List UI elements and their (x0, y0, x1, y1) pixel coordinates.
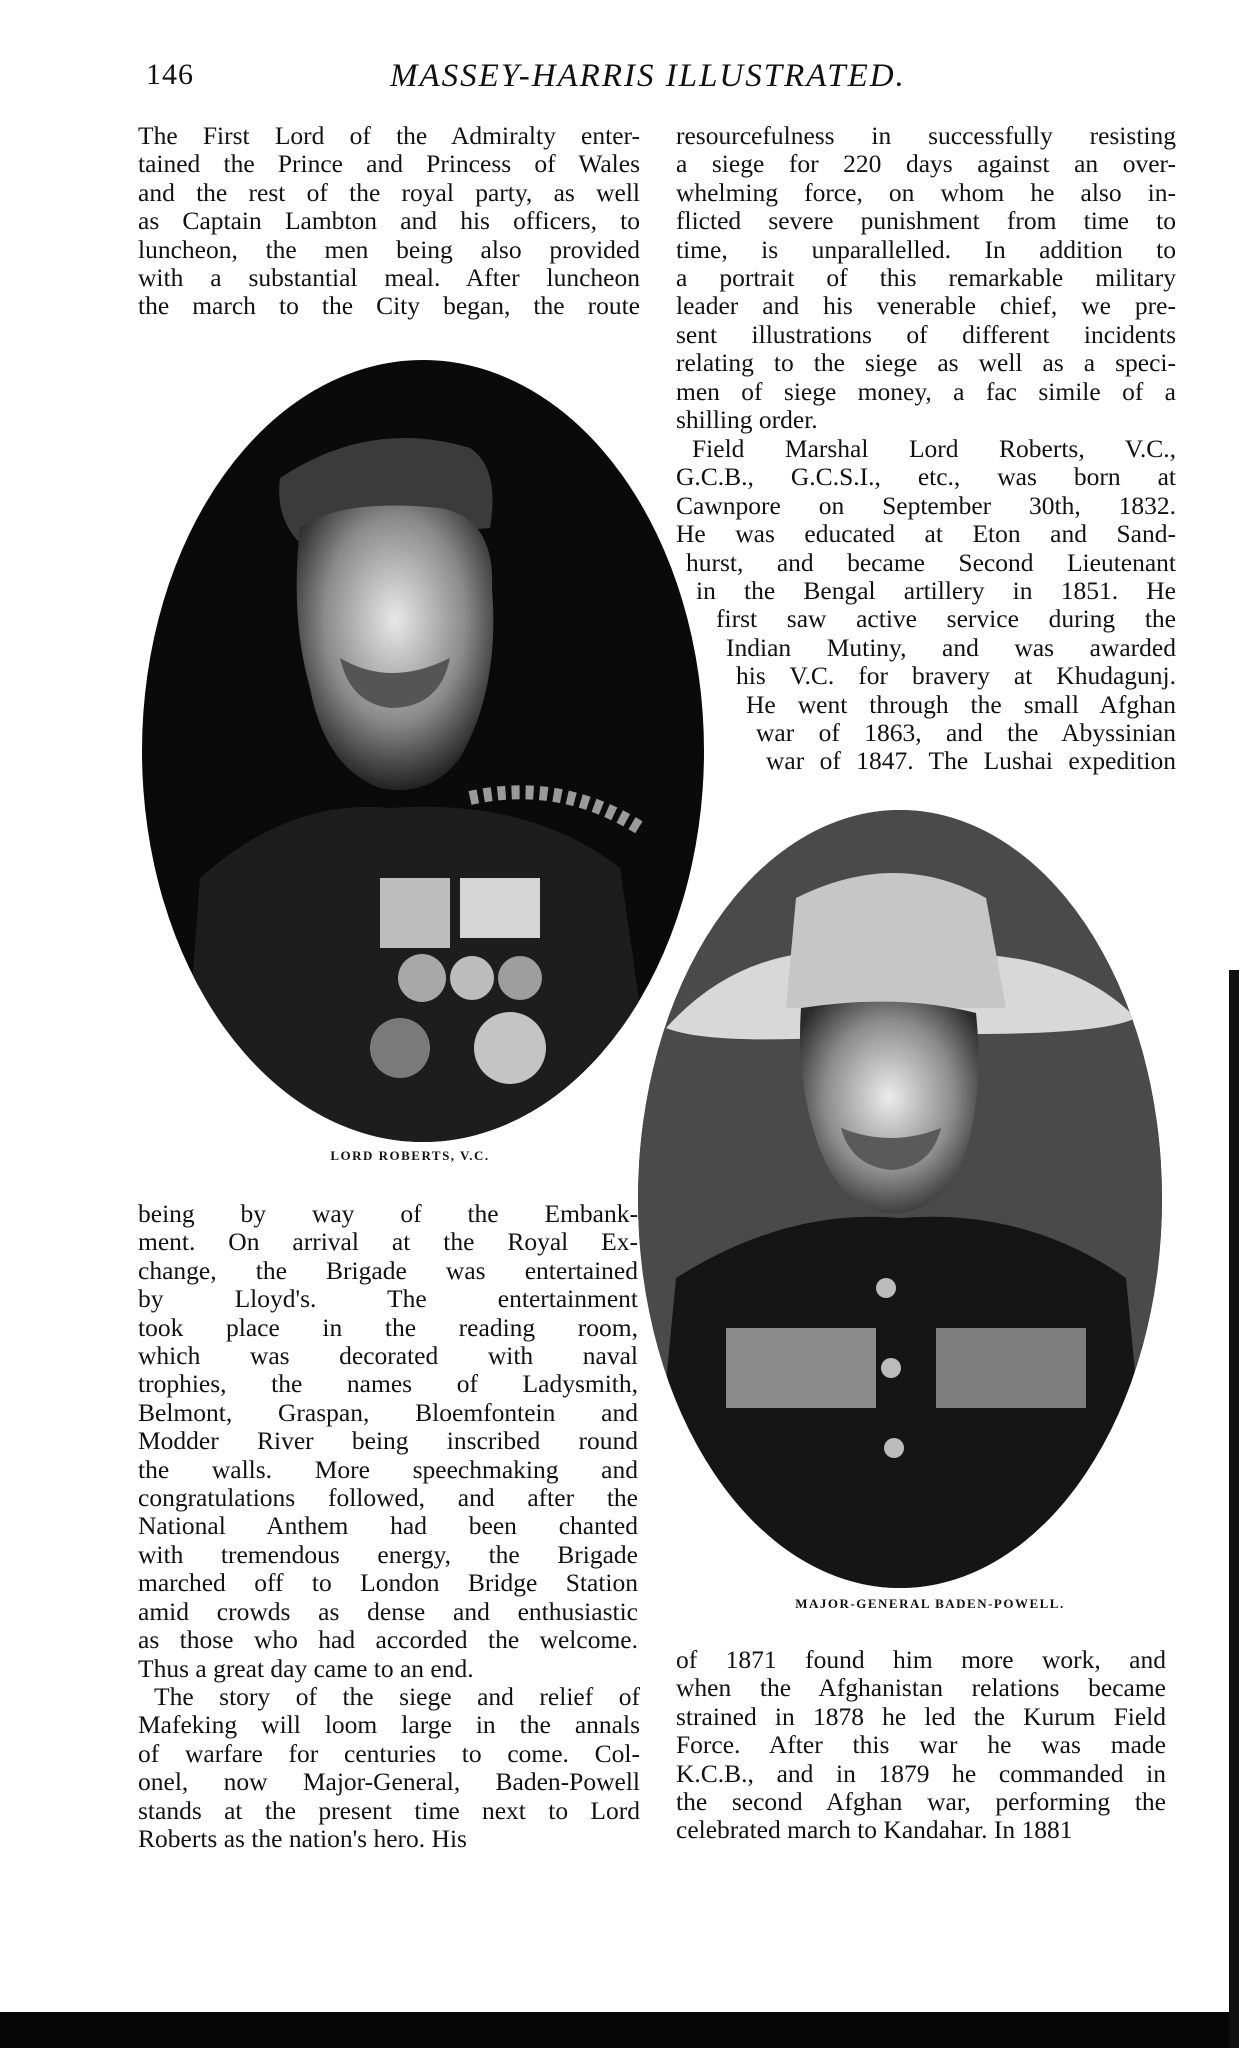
text-line: of warfare for centuries to come. Col- (138, 1738, 640, 1768)
text-line: being by way of the Embank- (138, 1199, 638, 1228)
text-line: and the rest of the royal party, as well (138, 177, 640, 207)
text-line: as Captain Lambton and his officers, to (138, 206, 640, 236)
text-line: trophies, the names of Ladysmith, (138, 1369, 638, 1399)
text-line: congratulations followed, and after the (138, 1483, 638, 1513)
text-line: Modder River being inscribed round (138, 1426, 638, 1456)
scan-border-right (1229, 970, 1239, 2048)
text-line: The First Lord of the Admiralty enter- (138, 121, 640, 150)
text-line: the second Afghan war, performing the (676, 1787, 1166, 1817)
text-line: amid crowds as dense and enthusiastic (138, 1596, 638, 1626)
scan-border-bottom (0, 2012, 1239, 2048)
text-line: flicted severe punishment from time to (676, 206, 1176, 236)
text-line: He was educated at Eton and Sand- (676, 519, 1176, 549)
text-line: which was decorated with naval (138, 1341, 638, 1371)
text-line: a portrait of this remarkable military (676, 263, 1176, 293)
text-line: onel, now Major-General, Baden-Powell (138, 1767, 640, 1797)
text-line: The story of the siege and relief of (154, 1681, 640, 1711)
text-line: Cawnpore on September 30th, 1832. (676, 490, 1176, 520)
right-column-middle-text (676, 435, 1176, 776)
baden-powell-portrait (636, 808, 1164, 1590)
text-line: with a substantial meal. After luncheon (138, 263, 640, 293)
text-line: marched off to London Bridge Station (138, 1568, 638, 1598)
roberts-caption: LORD ROBERTS, V.C. (330, 1148, 490, 1163)
text-line: war of 1847. The Lushai expedition (766, 746, 1176, 776)
left-column-bottom-text (138, 1200, 640, 1853)
text-line: his V.C. for bravery at Khudagunj. (736, 661, 1176, 691)
text-line: by Lloyd's. The entertainment (138, 1284, 638, 1314)
text-line: He went through the small Afghan (746, 689, 1176, 719)
text-line: Mafeking will loom large in the annals (138, 1710, 640, 1740)
text-line: sent illustrations of different incidents (676, 319, 1176, 349)
text-line: ment. On arrival at the Royal Ex- (138, 1227, 638, 1257)
text-line: with tremendous energy, the Brigade (138, 1539, 638, 1569)
running-title: MASSEY-HARRIS ILLUSTRATED. (390, 58, 906, 94)
text-line: first saw active service during the (716, 604, 1176, 634)
page-header (0, 58, 1239, 102)
text-line: relating to the siege as well as a speci- (676, 348, 1176, 378)
lord-roberts-portrait (140, 358, 706, 1144)
text-line: a siege for 220 days against an over- (676, 149, 1176, 179)
text-line: when the Afghanistan relations became (676, 1673, 1166, 1703)
right-column-bottom-text (676, 1646, 1166, 1845)
baden-powell-caption: MAJOR-GENERAL BADEN-POWELL. (795, 1596, 1065, 1611)
text-line: hurst, and became Second Lieutenant (686, 547, 1176, 577)
text-line: tained the Prince and Princess of Wales (138, 149, 640, 179)
text-line: took place in the reading room, (138, 1312, 638, 1342)
left-column-top-text (138, 122, 640, 321)
text-line: of 1871 found him more work, and (676, 1645, 1166, 1674)
text-line: time, is unparallelled. In addition to (676, 234, 1176, 264)
text-line: in the Bengal artillery in 1851. He (696, 576, 1176, 606)
text-line: Belmont, Graspan, Bloemfontein and (138, 1397, 638, 1427)
right-column-top-text (676, 122, 1176, 434)
text-line: leader and his venerable chief, we pre- (676, 291, 1176, 321)
text-line: Roberts as the nation's hero. His (138, 1823, 467, 1853)
text-line: celebrated march to Kandahar. In 1881 (676, 1815, 1073, 1845)
text-line: G.C.B., G.C.S.I., etc., was born at (676, 462, 1176, 492)
text-line: Force. After this war he was made (676, 1730, 1166, 1760)
text-line: luncheon, the men being also provided (138, 234, 640, 264)
text-line: shilling order. (676, 405, 818, 435)
text-line: war of 1863, and the Abyssinian (756, 718, 1176, 748)
text-line: the march to the City began, the route (138, 291, 640, 321)
text-line: Indian Mutiny, and was awarded (726, 632, 1176, 662)
text-line: change, the Brigade was entertained (138, 1255, 638, 1285)
text-line: whelming force, on whom he also in- (676, 177, 1176, 207)
text-line: National Anthem had been chanted (138, 1511, 638, 1541)
text-line: as those who had accorded the welcome. (138, 1625, 638, 1655)
text-line: stands at the present time next to Lord (138, 1795, 640, 1825)
text-line: the walls. More speechmaking and (138, 1454, 638, 1484)
page-number: 146 (146, 58, 194, 91)
text-line: Field Marshal Lord Roberts, V.C., (692, 434, 1176, 463)
text-line: men of siege money, a fac simile of a (676, 376, 1176, 406)
text-line: resourcefulness in successfully resisting (676, 121, 1176, 150)
text-line: K.C.B., and in 1879 he commanded in (676, 1758, 1166, 1788)
text-line: Thus a great day came to an end. (138, 1653, 474, 1683)
text-line: strained in 1878 he led the Kurum Field (676, 1701, 1166, 1731)
